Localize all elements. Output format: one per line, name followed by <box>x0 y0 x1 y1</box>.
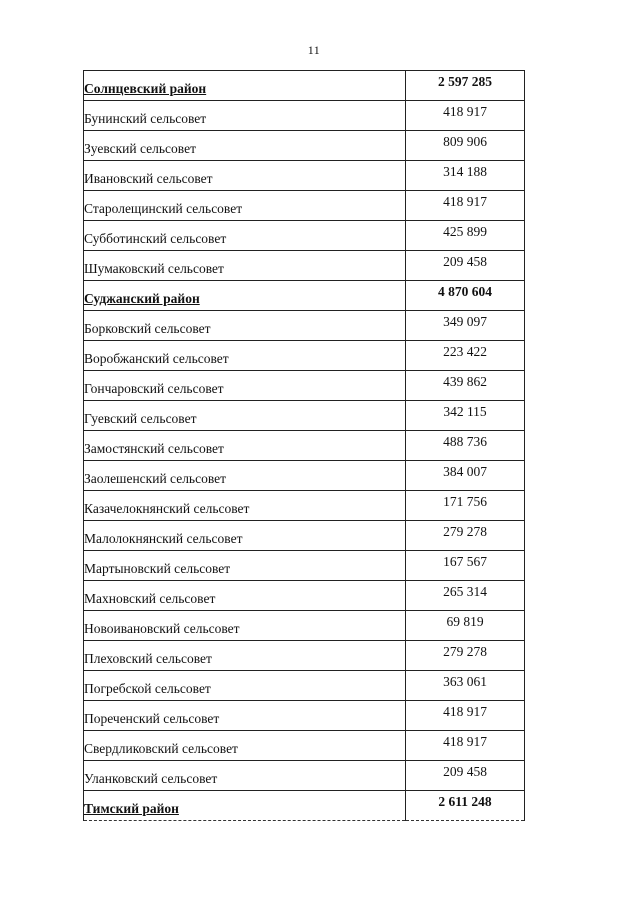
council-name: Махновский сельсовет <box>84 581 406 611</box>
table-row <box>84 761 525 791</box>
table-row <box>84 221 525 251</box>
table-row <box>84 191 525 221</box>
district-total: 2 611 248 <box>406 791 525 821</box>
table-row <box>84 311 525 341</box>
council-name: Пореченский сельсовет <box>84 701 406 731</box>
table-row <box>84 671 525 701</box>
council-name: Малолокнянский сельсовет <box>84 521 406 551</box>
council-name: Плеховский сельсовет <box>84 641 406 671</box>
council-amount: 418 917 <box>406 101 525 131</box>
council-name: Новоивановский сельсовет <box>84 611 406 641</box>
district-row <box>84 71 525 101</box>
council-amount: 349 097 <box>406 311 525 341</box>
district-row <box>84 281 525 311</box>
council-name: Свердликовский сельсовет <box>84 731 406 761</box>
district-row <box>84 791 525 821</box>
table-row <box>84 581 525 611</box>
council-name: Бунинский сельсовет <box>84 101 406 131</box>
council-amount: 69 819 <box>406 611 525 641</box>
council-amount: 265 314 <box>406 581 525 611</box>
district-name: Солнцевский район <box>84 71 406 101</box>
district-total: 4 870 604 <box>406 281 525 311</box>
council-name: Гуевский сельсовет <box>84 401 406 431</box>
council-amount: 279 278 <box>406 641 525 671</box>
council-amount: 363 061 <box>406 671 525 701</box>
council-amount: 418 917 <box>406 731 525 761</box>
council-name: Замостянский сельсовет <box>84 431 406 461</box>
table-row <box>84 731 525 761</box>
council-amount: 809 906 <box>406 131 525 161</box>
council-name: Ивановский сельсовет <box>84 161 406 191</box>
table-row <box>84 251 525 281</box>
table-row <box>84 431 525 461</box>
table-row <box>84 341 525 371</box>
council-amount: 439 862 <box>406 371 525 401</box>
council-name: Погребской сельсовет <box>84 671 406 701</box>
council-amount: 279 278 <box>406 521 525 551</box>
council-name: Гончаровский сельсовет <box>84 371 406 401</box>
council-amount: 418 917 <box>406 701 525 731</box>
council-amount: 171 756 <box>406 491 525 521</box>
council-amount: 223 422 <box>406 341 525 371</box>
table-body <box>84 71 525 821</box>
table-row <box>84 371 525 401</box>
table-row <box>84 641 525 671</box>
table-row <box>84 461 525 491</box>
council-amount: 488 736 <box>406 431 525 461</box>
council-amount: 425 899 <box>406 221 525 251</box>
council-name: Старолещинский сельсовет <box>84 191 406 221</box>
council-amount: 209 458 <box>406 761 525 791</box>
table-row <box>84 131 525 161</box>
table-row <box>84 701 525 731</box>
council-amount: 384 007 <box>406 461 525 491</box>
council-name: Воробжанский сельсовет <box>84 341 406 371</box>
council-name: Борковский сельсовет <box>84 311 406 341</box>
district-total: 2 597 285 <box>406 71 525 101</box>
council-name: Заолешенский сельсовет <box>84 461 406 491</box>
district-name: Тимский район <box>84 791 406 821</box>
district-name: Суджанский район <box>84 281 406 311</box>
council-amount: 314 188 <box>406 161 525 191</box>
table-row <box>84 521 525 551</box>
council-amount: 418 917 <box>406 191 525 221</box>
council-amount: 209 458 <box>406 251 525 281</box>
page-number: 11 <box>307 43 321 57</box>
council-amount: 342 115 <box>406 401 525 431</box>
council-name: Зуевский сельсовет <box>84 131 406 161</box>
table-row <box>84 401 525 431</box>
table-row <box>84 161 525 191</box>
table-row <box>84 101 525 131</box>
table-row <box>84 551 525 581</box>
council-name: Шумаковский сельсовет <box>84 251 406 281</box>
council-name: Казачелокнянский сельсовет <box>84 491 406 521</box>
allocation-table <box>83 70 525 821</box>
table-row <box>84 491 525 521</box>
council-amount: 167 567 <box>406 551 525 581</box>
council-name: Уланковский сельсовет <box>84 761 406 791</box>
council-name: Мартыновский сельсовет <box>84 551 406 581</box>
council-name: Субботинский сельсовет <box>84 221 406 251</box>
table-row <box>84 611 525 641</box>
